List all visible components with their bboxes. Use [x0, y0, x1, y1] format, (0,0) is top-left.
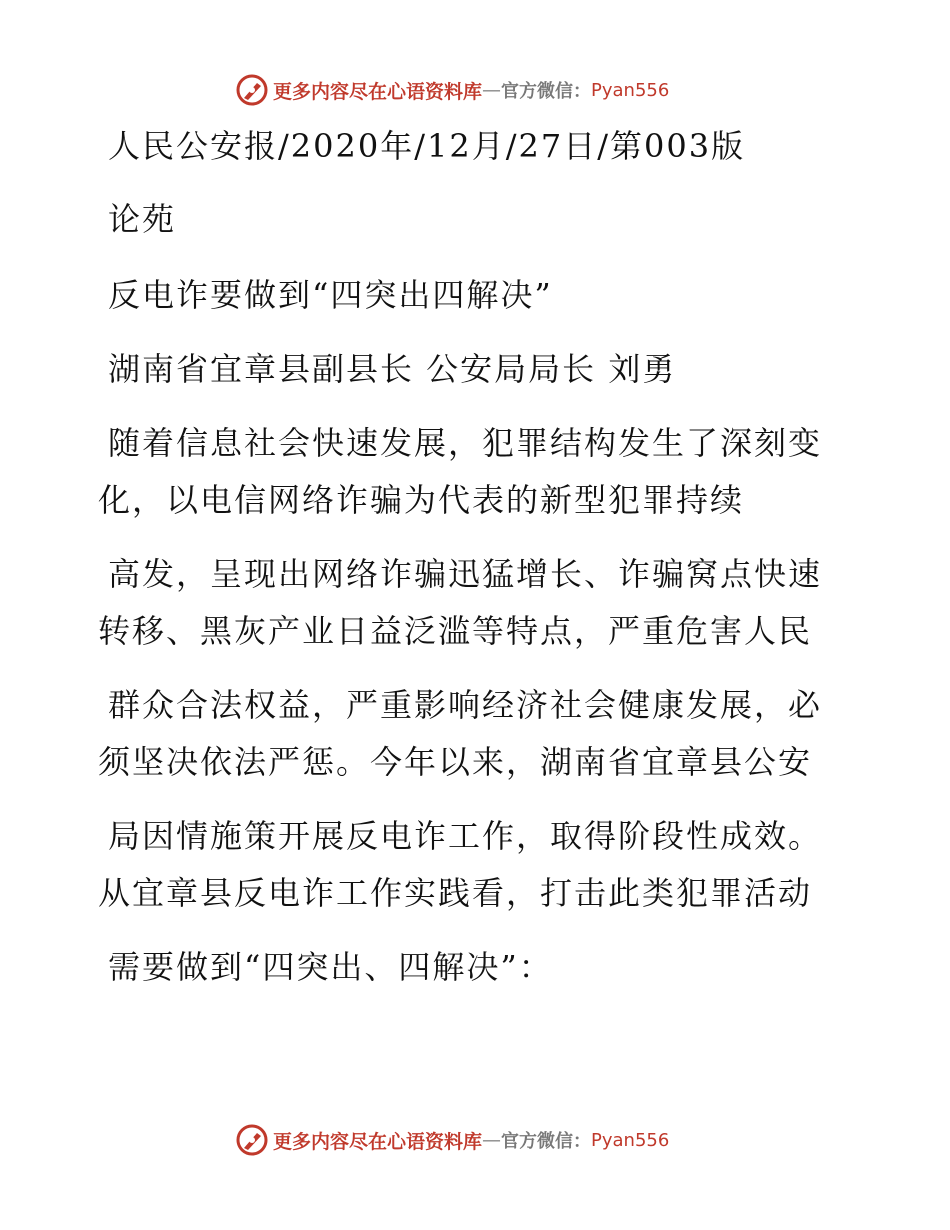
- body-line: 局因情施策开展反电诈工作，取得阶段性成效。: [108, 817, 823, 855]
- article-title: 反电诈要做到“四突出四解决”: [108, 276, 553, 314]
- watermark-wechat-id: Pyan556: [591, 1129, 670, 1151]
- pen-logo-icon: [235, 1123, 269, 1157]
- body-line: 随着信息社会快速发展，犯罪结构发生了深刻变: [108, 424, 823, 462]
- watermark-wechat-label: 官方微信：: [501, 1131, 592, 1152]
- body-line: 群众合法权益，严重影响经济社会健康发展，必: [108, 686, 823, 724]
- author-line: 湖南省宜章县副县长 公安局局长 刘勇: [108, 350, 677, 388]
- footer-watermark: [235, 1122, 669, 1158]
- watermark-wechat-id: Pyan556: [591, 79, 670, 101]
- body-line: 高发，呈现出网络诈骗迅猛增长、诈骗窝点快速: [108, 555, 823, 593]
- body-line: 化，以电信网络诈骗为代表的新型犯罪持续: [98, 481, 745, 519]
- pen-logo-icon: [235, 73, 269, 107]
- watermark-wechat-label: 官方微信：: [501, 81, 592, 102]
- watermark-text: 更多内容尽在心语资料库: [273, 1130, 483, 1153]
- header-watermark: [235, 72, 669, 108]
- body-line: 需要做到“四突出、四解决”：: [108, 948, 553, 986]
- body-line: 转移、黑灰产业日益泛滥等特点，严重危害人民: [98, 612, 813, 650]
- body-line: 须坚决依法严惩。今年以来，湖南省宜章县公安: [98, 743, 813, 781]
- source-line: 人民公安报/2020年/12月/27日/第003版: [108, 127, 746, 165]
- watermark-dash: —: [482, 79, 502, 101]
- watermark-dash: —: [482, 1129, 502, 1151]
- body-line: 从宜章县反电诈工作实践看，打击此类犯罪活动: [98, 874, 813, 912]
- column-name: 论苑: [108, 200, 177, 238]
- watermark-text: 更多内容尽在心语资料库: [273, 80, 483, 103]
